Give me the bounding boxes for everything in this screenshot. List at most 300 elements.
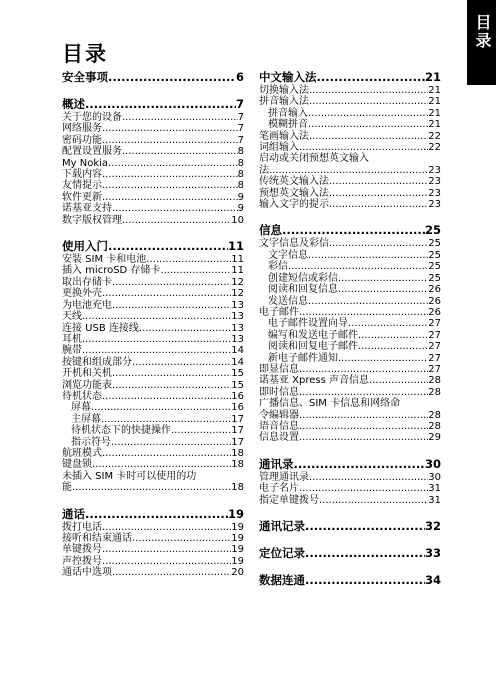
toc-page-number: 7 [235,97,244,111]
toc-subentry[interactable] [259,284,441,295]
toc-entry-title: 信息设置 [259,432,299,444]
toc-subentry[interactable] [259,108,441,119]
chapter-tab [467,0,496,85]
toc-entry-title: 拨打电话 [62,521,102,533]
toc-section-entry[interactable] [259,223,441,237]
toc-page-number: 14 [231,345,244,357]
toc-page-number: 8 [237,157,244,169]
toc-entry[interactable] [62,522,244,533]
toc-entry-title: 通讯录 [259,456,294,471]
toc-section-entry[interactable] [62,97,244,111]
toc-entry-title: 编写和发送电子邮件 [268,329,358,341]
toc-subentry[interactable] [259,273,441,284]
dot-leader [91,402,231,413]
dot-leader [358,330,428,341]
dot-leader [299,142,428,153]
dot-leader [308,119,428,130]
dot-leader [338,273,428,284]
dot-leader [308,108,428,119]
toc-entry-title: 即显信息 [259,363,299,375]
dot-leader [329,238,428,249]
toc-entry-title: 配置设置服务 [62,146,122,158]
toc-entry-title: 创建短信或彩信 [268,272,338,284]
toc-entry-title: 取出存储卡 [62,276,112,288]
toc-page-number: 13 [231,333,244,345]
dot-leader [102,391,231,402]
dot-leader [102,288,231,299]
toc-page-number: 27 [428,352,441,364]
toc-page-number: 10 [231,214,244,226]
toc-entry-title: 更换外壳 [62,288,102,300]
toc-entry[interactable] [259,165,441,176]
toc-entry[interactable] [62,146,244,157]
toc-page-number: 23 [428,199,441,211]
toc-section-entry[interactable] [62,70,244,84]
toc-entry-title: 传统英文输入法 [259,176,329,188]
toc-entry[interactable] [259,364,441,375]
dot-leader [82,345,231,356]
toc-entry-title: 密码功能 [62,134,102,146]
dot-leader [102,448,231,459]
dot-leader [82,334,231,345]
toc-entry-title: 拼音输入 [268,107,308,119]
toc-page-number: 8 [237,180,244,192]
dot-leader [299,421,428,432]
toc-entry-title: 阅读和回复电子邮件 [268,341,358,353]
dot-leader [112,203,238,214]
dot-leader [319,495,428,506]
toc-entry[interactable] [62,448,244,459]
toc-page-number: 8 [237,146,244,158]
toc-entry-title: 声控拨号 [62,555,102,567]
toc-entry-title: 使用入门 [62,239,108,254]
dot-leader [112,380,231,391]
toc-entry-title: 耳机 [62,333,82,345]
toc-page-number: 23 [428,187,441,199]
dot-leader [329,176,428,187]
toc-entry-title: 诺基亚支持 [62,203,112,215]
toc-entry[interactable] [259,421,441,432]
toc-page-number: 7 [237,134,244,146]
dot-leader [102,123,238,134]
toc-entry-title: 预想英文输入法 [259,187,329,199]
toc-entry-title: 能 [62,482,72,494]
toc-entry-title: 通话中选项 [62,567,112,579]
toc-entry-title: 发送信息 [268,295,308,307]
toc-page-number: 26 [428,295,441,307]
dot-leader [309,131,428,142]
toc-section-entry[interactable] [259,457,441,471]
toc-entry-title: 阅读和回复信息 [268,284,338,296]
toc-entry-title: 软件更新 [62,191,102,203]
dot-leader [102,544,231,555]
toc-entry-title: 天线 [62,311,82,323]
dot-leader [112,277,231,288]
dot-leader [369,375,428,386]
toc-entry-title: 管理通讯录 [259,471,309,483]
toc-subentry[interactable] [259,341,441,352]
toc-entry[interactable] [62,556,244,567]
toc-section-entry[interactable] [259,70,441,84]
toc-entry-title: 通讯记录 [259,519,305,533]
dot-leader [299,410,428,421]
dot-leader [92,459,231,470]
toc-entry[interactable] [259,432,441,443]
toc-page-number: 27 [428,318,441,330]
toc-entry[interactable] [62,288,244,299]
toc-page-number: 25 [428,238,441,250]
dot-leader [309,85,428,96]
dot-leader [358,341,428,352]
toc-subentry[interactable] [259,353,441,364]
toc-page-number: 18 [231,459,244,471]
toc-entry-title: 待机状态 [62,390,102,402]
dot-leader [108,70,236,84]
dot-leader [139,323,231,334]
toc-page-number: 21 [428,85,441,96]
toc-subentry[interactable] [62,425,244,436]
dot-leader [108,158,238,169]
toc-entry[interactable] [259,483,441,494]
toc-entry[interactable] [259,188,441,199]
toc-page-number: 21 [428,96,441,108]
toc-page-number: 12 [231,288,244,300]
toc-entry-title: 指定单键拨号 [259,494,319,506]
toc-entry-title: 屏幕 [71,402,91,414]
toc-page-number: 18 [231,482,244,494]
toc-page-number: 8 [237,169,244,181]
toc-entry-line: 广播信息、SIM 卡信息和网络命 [259,398,401,410]
toc-entry-title: 安装 SIM 卡和电池 [62,254,147,266]
toc-entry[interactable] [62,123,244,134]
page-title: 目录 [62,42,108,66]
toc-entry-title: My Nokia [62,157,109,169]
dot-leader [171,425,231,436]
dot-leader [102,192,238,203]
toc-page-number: 19 [231,555,244,567]
dot-leader [85,97,236,111]
toc-entry[interactable] [62,112,244,123]
toc-entry[interactable] [259,495,441,506]
toc-page-number: 13 [231,322,244,334]
toc-page-number: 34 [424,573,441,587]
toc-page-number: 16 [231,390,244,402]
toc-entry-title: 网络服务 [62,123,102,135]
toc-entry-title: 单键拨号 [62,544,102,556]
toc-entry[interactable] [62,158,244,169]
toc-page-number: 12 [231,276,244,288]
toc-page-number: 19 [231,544,244,556]
toc-page-number: 19 [231,521,244,533]
toc-entry-title: 插入 microSD 存储卡 [62,265,161,277]
toc-section-entry[interactable] [259,519,441,533]
dot-leader [329,199,428,210]
toc-entry[interactable] [62,203,244,214]
toc-entry[interactable] [62,544,244,555]
toc-page-number: 26 [428,306,441,318]
chapter-tab-label: 目录 [473,14,492,50]
toc-page-number: 26 [428,284,441,296]
dot-leader [122,112,238,123]
toc-entry[interactable] [259,199,441,210]
toc-page-number: 14 [231,356,244,368]
dot-leader [108,239,228,253]
toc-entry-title: 按键和组成部分 [62,356,132,368]
toc-entry[interactable] [259,472,441,483]
dot-leader [305,573,425,587]
toc-left-column [62,70,244,579]
toc-page-number: 22 [428,130,441,142]
toc-entry[interactable] [259,410,441,421]
toc-page-number: 9 [237,203,244,215]
toc-entry[interactable] [62,459,244,470]
dot-leader [282,223,425,237]
dot-leader [348,318,428,329]
toc-entry-title: 友情提示 [62,180,102,192]
dot-leader [338,353,428,364]
toc-entry[interactable] [62,135,244,146]
toc-page-number: 23 [428,176,441,188]
toc-page-number: 11 [231,254,244,266]
toc-page-number: 7 [237,112,244,123]
toc-page-number: 17 [231,413,244,425]
dot-leader [85,507,228,521]
toc-page-number: 19 [227,506,244,521]
toc-entry[interactable] [259,131,441,142]
toc-entry[interactable] [62,391,244,402]
toc-entry-title: 语音信息 [259,420,299,432]
toc-entry-title: 指示符号 [71,436,111,448]
dot-leader [112,567,231,578]
toc-entry-title: 文字信息 [268,249,308,261]
toc-entry-title: 新电子邮件通知 [268,352,338,364]
dot-leader [299,364,428,375]
toc-entry-title: 待机状态下的快捷操作 [71,425,171,437]
toc-page-number: 17 [231,425,244,437]
toc-page-number: 31 [428,483,441,495]
toc-page-number: 31 [428,494,441,506]
toc-entry-title: 安全事项 [62,70,108,84]
toc-section-entry[interactable] [259,546,441,560]
toc-subentry[interactable] [259,330,441,341]
toc-entry[interactable] [259,85,441,96]
toc-subentry[interactable] [259,119,441,130]
dot-leader [102,180,238,191]
toc-entry[interactable] [62,215,244,226]
toc-entry[interactable] [259,307,441,318]
dot-leader [288,261,428,272]
dot-leader [305,546,425,560]
toc-page-number: 27 [428,329,441,341]
toc-page-number: 11 [231,265,244,277]
toc-entry[interactable] [259,238,441,249]
dot-leader [102,169,238,180]
dot-leader [102,522,231,533]
dot-leader [299,432,428,443]
toc-entry[interactable] [62,368,244,379]
toc-subentry[interactable] [259,296,441,307]
toc-entry-line: 未插入 SIM 卡时可以使用的功 [62,470,197,482]
toc-page-number: 13 [231,311,244,323]
toc-entry-title: 连接 USB 连接线 [62,322,139,334]
toc-entry[interactable] [259,387,441,398]
dot-leader [309,96,428,107]
toc-page-number: 17 [231,436,244,448]
toc-entry-title: 浏览功能表 [62,379,112,391]
toc-entry-title: 概述 [62,97,85,111]
toc-page-number: 22 [428,142,441,154]
toc-page-number: 27 [428,341,441,353]
toc-entry[interactable] [62,254,244,265]
toc-entry[interactable] [62,567,244,578]
toc-entry-title: 输入文字的提示 [259,199,329,211]
toc-entry-title: 中文输入法 [259,70,317,84]
dot-leader [299,387,428,398]
toc-entry[interactable] [62,169,244,180]
toc-page-number: 11 [227,239,244,254]
toc-page-number: 25 [424,223,441,238]
toc-entry-title: 开机和关机 [62,368,112,380]
toc-entry-title: 即时信息 [259,386,299,398]
toc-entry[interactable] [62,345,244,356]
toc-entry-title: 关于您的设备 [62,112,122,123]
toc-entry-title: 拼音输入法 [259,96,309,108]
toc-entry[interactable] [62,334,244,345]
toc-section-entry[interactable] [259,573,441,587]
dot-leader [111,437,231,448]
toc-page-number: 6 [235,70,244,84]
toc-entry-title: 信息 [259,223,282,238]
toc-entry-title: 主屏幕 [71,413,101,425]
dot-leader [112,300,231,311]
toc-entry-title: 数据连通 [259,573,305,587]
dot-leader [132,533,231,544]
toc-entry-title: 键盘锁 [62,459,92,471]
toc-subentry[interactable] [62,437,244,448]
toc-page-number: 25 [428,261,441,273]
toc-entry-title: 数字版权管理 [62,214,122,226]
toc-entry-title: 笔画输入法 [259,130,309,142]
toc-page-number: 23 [428,164,441,176]
dot-leader [102,556,231,567]
toc-page-number: 21 [428,107,441,119]
toc-page-number: 25 [428,249,441,261]
toc-entry-title: 词组输入 [259,142,299,154]
toc-entry-line: 启动或关闭预想英文输入 [259,153,369,165]
toc-page-number: 16 [231,402,244,414]
toc-entry[interactable] [62,482,244,493]
toc-subentry[interactable] [259,250,441,261]
dot-leader [299,483,428,494]
toc-entry[interactable] [62,192,244,203]
toc-page-number: 19 [231,533,244,544]
toc-page-number: 30 [424,456,441,471]
toc-page-number: 15 [231,379,244,391]
dot-leader [299,307,428,318]
dot-leader [72,482,231,493]
toc-entry[interactable] [62,300,244,311]
toc-entry-title: 通话 [62,506,85,521]
dot-leader [146,254,231,265]
toc-entry[interactable] [62,380,244,391]
dot-leader [294,457,425,471]
dot-leader [102,135,238,146]
toc-page-number: 21 [424,70,441,84]
dot-leader [338,284,428,295]
toc-page-number: 29 [428,432,441,444]
toc-entry-title: 腕带 [62,345,82,357]
toc-entry-title: 文字信息及彩信 [259,238,329,250]
toc-entry-title: 定位记录 [259,546,305,560]
toc-page-number: 21 [428,119,441,131]
toc-section-entry[interactable] [62,507,244,521]
toc-section-entry[interactable] [62,239,244,253]
toc-entry-title: 下载内容 [62,169,102,181]
toc-entry-title: 航班模式 [62,447,102,459]
toc-page-number: 13 [231,299,244,311]
dot-leader [82,311,231,322]
dot-leader [112,368,231,379]
toc-page-number: 33 [424,546,441,560]
toc-entry[interactable] [259,96,441,107]
toc-entry-title: 接听和结束通话 [62,533,132,544]
toc-page-number: 9 [237,191,244,203]
dot-leader [122,215,231,226]
dot-leader [309,472,428,483]
toc-page-number: 28 [428,409,441,421]
toc-page-number: 28 [428,375,441,387]
toc-page-number: 18 [231,447,244,459]
toc-entry-title: 彩信 [268,261,288,273]
toc-page-number: 27 [428,363,441,375]
dot-leader [308,296,428,307]
toc-page-number: 7 [237,123,244,135]
dot-leader [132,357,231,368]
dot-leader [122,146,238,157]
dot-leader [317,70,425,84]
toc-entry-title: 电子名片 [259,483,299,495]
toc-page-number: 28 [428,420,441,432]
toc-entry[interactable] [62,311,244,322]
toc-page-number: 32 [424,519,441,533]
toc-page-number: 28 [428,386,441,398]
toc-entry[interactable] [62,323,244,334]
toc-entry[interactable] [62,265,244,276]
toc-subentry[interactable] [62,414,244,425]
toc-entry[interactable] [62,357,244,368]
toc-page-number: 15 [231,368,244,380]
toc-subentry[interactable] [62,402,244,413]
toc-entry-title: 切换输入法 [259,85,309,96]
toc-entry[interactable] [259,176,441,187]
toc-entry[interactable] [259,142,441,153]
toc-entry[interactable] [62,533,244,544]
toc-entry-title: 电子邮件设置向导 [268,318,348,330]
toc-entry[interactable] [62,180,244,191]
toc-subentry[interactable] [259,261,441,272]
toc-right-column [259,70,441,590]
toc-entry-title: 模糊拼音 [268,119,308,131]
toc-entry-title: 为电池充电 [62,299,112,311]
dot-leader [101,414,231,425]
toc-page-number: 30 [428,471,441,483]
toc-page-number: 25 [428,272,441,284]
dot-leader [305,519,425,533]
toc-entry-title: 诺基亚 Xpress 声音信息 [259,375,370,387]
toc-subentry[interactable] [259,318,441,329]
toc-entry[interactable] [62,277,244,288]
toc-entry[interactable] [259,375,441,386]
